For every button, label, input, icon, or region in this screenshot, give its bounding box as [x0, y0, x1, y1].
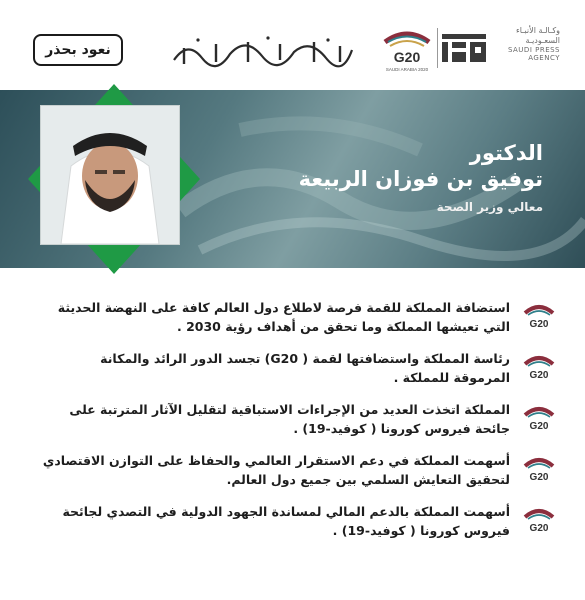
svg-text:G20: G20 [529, 523, 549, 534]
g20-icon [522, 300, 556, 334]
spa-arabic: وكـالـة الأنبـاء السعـوديـة [515, 26, 560, 45]
g20-icon [522, 351, 556, 385]
role-title: معالي وزير الصحة [436, 200, 543, 214]
portrait-image [41, 106, 179, 244]
name-block [213, 140, 543, 222]
g20-sub: SAUDI ARABIA 2020 [385, 67, 429, 72]
bullet-text: استضافة المملكة للقمة فرصة لاطلاع دول العالم كافة على النهضة الحديثة التي تعيشها المملكة وما تحقق من أهداف رؤية 2030 . [57, 300, 510, 334]
bullet-list [26, 296, 556, 551]
header [0, 0, 585, 90]
list-item [26, 449, 556, 500]
portrait [40, 105, 180, 245]
badge: نعود بحذر [33, 34, 123, 66]
bullet-text: أسهمت المملكة في دعم الاستقرار العالمي والحفاظ على التوازن الاقتصادي لتحقيق التعايش السلمي بين جميع دول العالم. [42, 453, 510, 487]
spa-logo [440, 26, 560, 72]
list-item [26, 296, 556, 347]
svg-text:G20: G20 [529, 421, 549, 432]
g20-icon [522, 453, 556, 487]
spa-english [492, 46, 560, 62]
bullet-text: رئاسة المملكة واستضافتها لقمة ( G20) تجسد الدور الرائد والمكانة المرموقة للمملكة . [100, 351, 510, 385]
g20-logo [380, 24, 434, 74]
list-item [26, 500, 556, 551]
kingdom-calligraphy [168, 30, 358, 70]
svg-text:G20: G20 [529, 472, 549, 483]
list-item [26, 347, 556, 398]
bullet-text: المملكة اتخذت العديد من الإجراءات الاستباقية لتقليل الآثار المترتبة على جائحة فيروس كورونا ( كوفيد-19) . [69, 402, 510, 436]
list-item [26, 398, 556, 449]
svg-text:G20: G20 [529, 370, 549, 381]
g20-label: G20 [393, 49, 421, 65]
title-line2: توفيق بن فوزان الربيعة [298, 167, 543, 191]
spa-mark-icon [440, 30, 488, 66]
spa-english-2: AGENCY [528, 54, 560, 62]
spa-english-1: SAUDI PRESS [507, 46, 560, 54]
svg-text:G20: G20 [529, 319, 549, 330]
g20-icon [522, 402, 556, 436]
bullet-text: أسهمت المملكة بالدعم المالي لمساندة الجهود الدولية في التصدي لجائحة فيروس كورونا ( كوفيد-19) . [62, 504, 510, 538]
logo-divider [437, 28, 438, 68]
title-line1: الدكتور [469, 141, 543, 165]
g20-icon [522, 504, 556, 538]
